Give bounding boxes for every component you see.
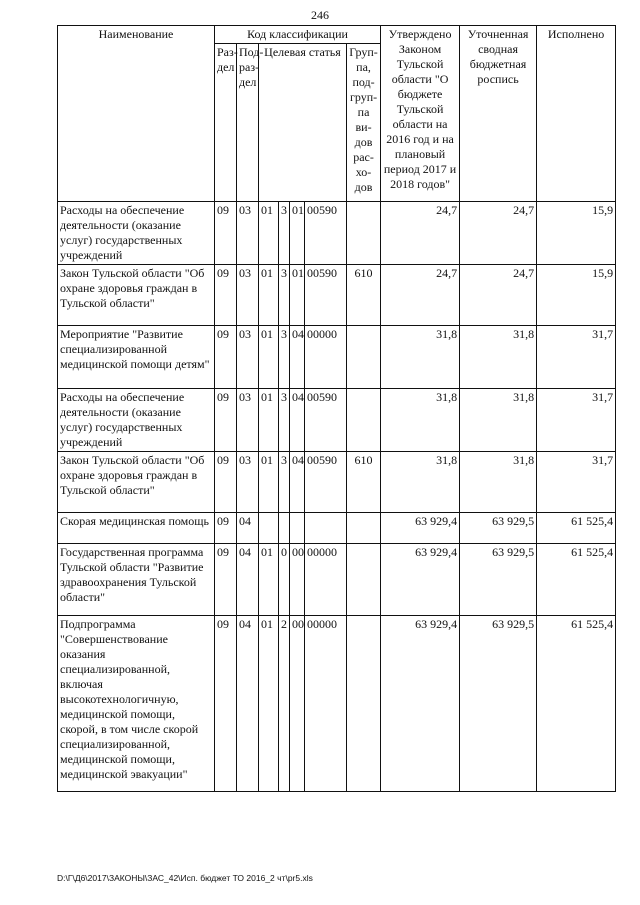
row-approved: 24,7 [381,265,460,326]
budget-table [57,25,616,792]
row-expense-group [347,616,381,792]
row-program [259,513,279,544]
row-name: Скорая медицинская помощь [58,513,215,544]
row-section: 09 [215,326,237,389]
row-program: 01 [259,389,279,452]
row-subprogram [279,513,290,544]
row-section: 09 [215,544,237,616]
header-expense-group: Груп- па, под- груп- па ви- дов рас- хо- дов [347,44,381,202]
row-refined: 31,8 [460,452,537,513]
row-subsection: 03 [237,452,259,513]
row-program: 01 [259,265,279,326]
row-name: Закон Тульской области "Об охране здоровья граждан в Тульской области" [58,452,215,513]
table-header [58,26,616,202]
row-direction: 00590 [305,452,347,513]
row-main-event: 04 [290,452,305,513]
row-subsection: 03 [237,326,259,389]
row-direction [305,513,347,544]
row-name: Мероприятие "Развитие специализированной медицинской помощи детям" [58,326,215,389]
row-refined: 31,8 [460,389,537,452]
row-expense-group [347,544,381,616]
row-refined: 63 929,5 [460,513,537,544]
row-subsection: 04 [237,616,259,792]
row-section: 09 [215,265,237,326]
row-program: 01 [259,452,279,513]
row-section: 09 [215,389,237,452]
row-refined: 63 929,5 [460,544,537,616]
row-direction: 00590 [305,265,347,326]
row-subprogram: 3 [279,389,290,452]
row-executed: 31,7 [537,452,616,513]
row-direction: 00000 [305,326,347,389]
row-direction: 00590 [305,389,347,452]
row-expense-group: 610 [347,265,381,326]
row-subprogram: 3 [279,265,290,326]
row-executed: 31,7 [537,389,616,452]
row-name: Закон Тульской области "Об охране здоровья граждан в Тульской области" [58,265,215,326]
row-approved: 31,8 [381,452,460,513]
row-refined: 31,8 [460,326,537,389]
row-main-event: 04 [290,389,305,452]
row-subsection: 03 [237,265,259,326]
table-row [58,265,616,326]
row-program: 01 [259,202,279,265]
row-executed: 31,7 [537,326,616,389]
row-subprogram: 3 [279,326,290,389]
page-number: 246 [311,8,329,22]
header-target-article: Целевая статья [259,44,347,202]
row-main-event: 00 [290,544,305,616]
table-row [58,616,616,792]
row-refined: 63 929,5 [460,616,537,792]
row-expense-group: 610 [347,452,381,513]
row-section: 09 [215,452,237,513]
row-direction: 00000 [305,616,347,792]
row-subsection: 03 [237,389,259,452]
row-subprogram: 0 [279,544,290,616]
row-approved: 24,7 [381,202,460,265]
row-main-event: 00 [290,616,305,792]
row-approved: 63 929,4 [381,616,460,792]
header-refined: Уточненная сводная бюджетная роспись [460,26,537,202]
row-expense-group [347,326,381,389]
header-subsection: Под- раз- дел [237,44,259,202]
row-executed: 15,9 [537,202,616,265]
header-section: Раз- дел [215,44,237,202]
row-subprogram: 2 [279,616,290,792]
row-executed: 61 525,4 [537,513,616,544]
row-expense-group [347,202,381,265]
header-executed: Исполнено [537,26,616,202]
row-approved: 63 929,4 [381,513,460,544]
row-program: 01 [259,544,279,616]
file-path-footer: D:\Г\Д6\2017\ЗАКОНЫ\ЗАС_42\Исп. бюджет ТО 2016_2 чт\pr5.xls [57,873,313,883]
row-expense-group [347,513,381,544]
row-subsection: 04 [237,513,259,544]
row-name: Государственная программа Тульской области "Развитие здравоохранения Тульской области" [58,544,215,616]
row-main-event [290,513,305,544]
row-section: 09 [215,513,237,544]
table-row [58,513,616,544]
row-program: 01 [259,326,279,389]
row-subsection: 04 [237,544,259,616]
table-row [58,202,616,265]
row-subprogram: 3 [279,452,290,513]
row-approved: 31,8 [381,326,460,389]
row-direction: 00590 [305,202,347,265]
row-executed: 61 525,4 [537,544,616,616]
row-executed: 15,9 [537,265,616,326]
row-approved: 31,8 [381,389,460,452]
table-row [58,326,616,389]
row-subprogram: 3 [279,202,290,265]
row-main-event: 01 [290,265,305,326]
row-name: Расходы на обеспечение деятельности (оказание услуг) государственных учреждений [58,389,215,452]
table-row [58,452,616,513]
row-section: 09 [215,202,237,265]
row-section: 09 [215,616,237,792]
header-classification-code: Код классификации [215,26,381,44]
row-name: Расходы на обеспечение деятельности (оказание услуг) государственных учреждений [58,202,215,265]
header-name: Наименование [58,26,215,202]
table-row [58,544,616,616]
row-main-event: 04 [290,326,305,389]
row-expense-group [347,389,381,452]
row-executed: 61 525,4 [537,616,616,792]
row-subsection: 03 [237,202,259,265]
row-direction: 00000 [305,544,347,616]
header-approved: Утверждено Законом Тульской области "О бюджете Тульской области на 2016 год и на плановый период 2017 и 2018 годов" [381,26,460,202]
row-main-event: 01 [290,202,305,265]
table-body [58,202,616,792]
row-name: Подпрограмма "Совершенствование оказания специализированной, включая высокотехнологичную, медицинской помощи, скорой, в том числе скорой специализированной, медицинской помощи, медицинской эвакуации" [58,616,215,792]
row-refined: 24,7 [460,202,537,265]
row-program: 01 [259,616,279,792]
row-refined: 24,7 [460,265,537,326]
table-row [58,389,616,452]
row-approved: 63 929,4 [381,544,460,616]
